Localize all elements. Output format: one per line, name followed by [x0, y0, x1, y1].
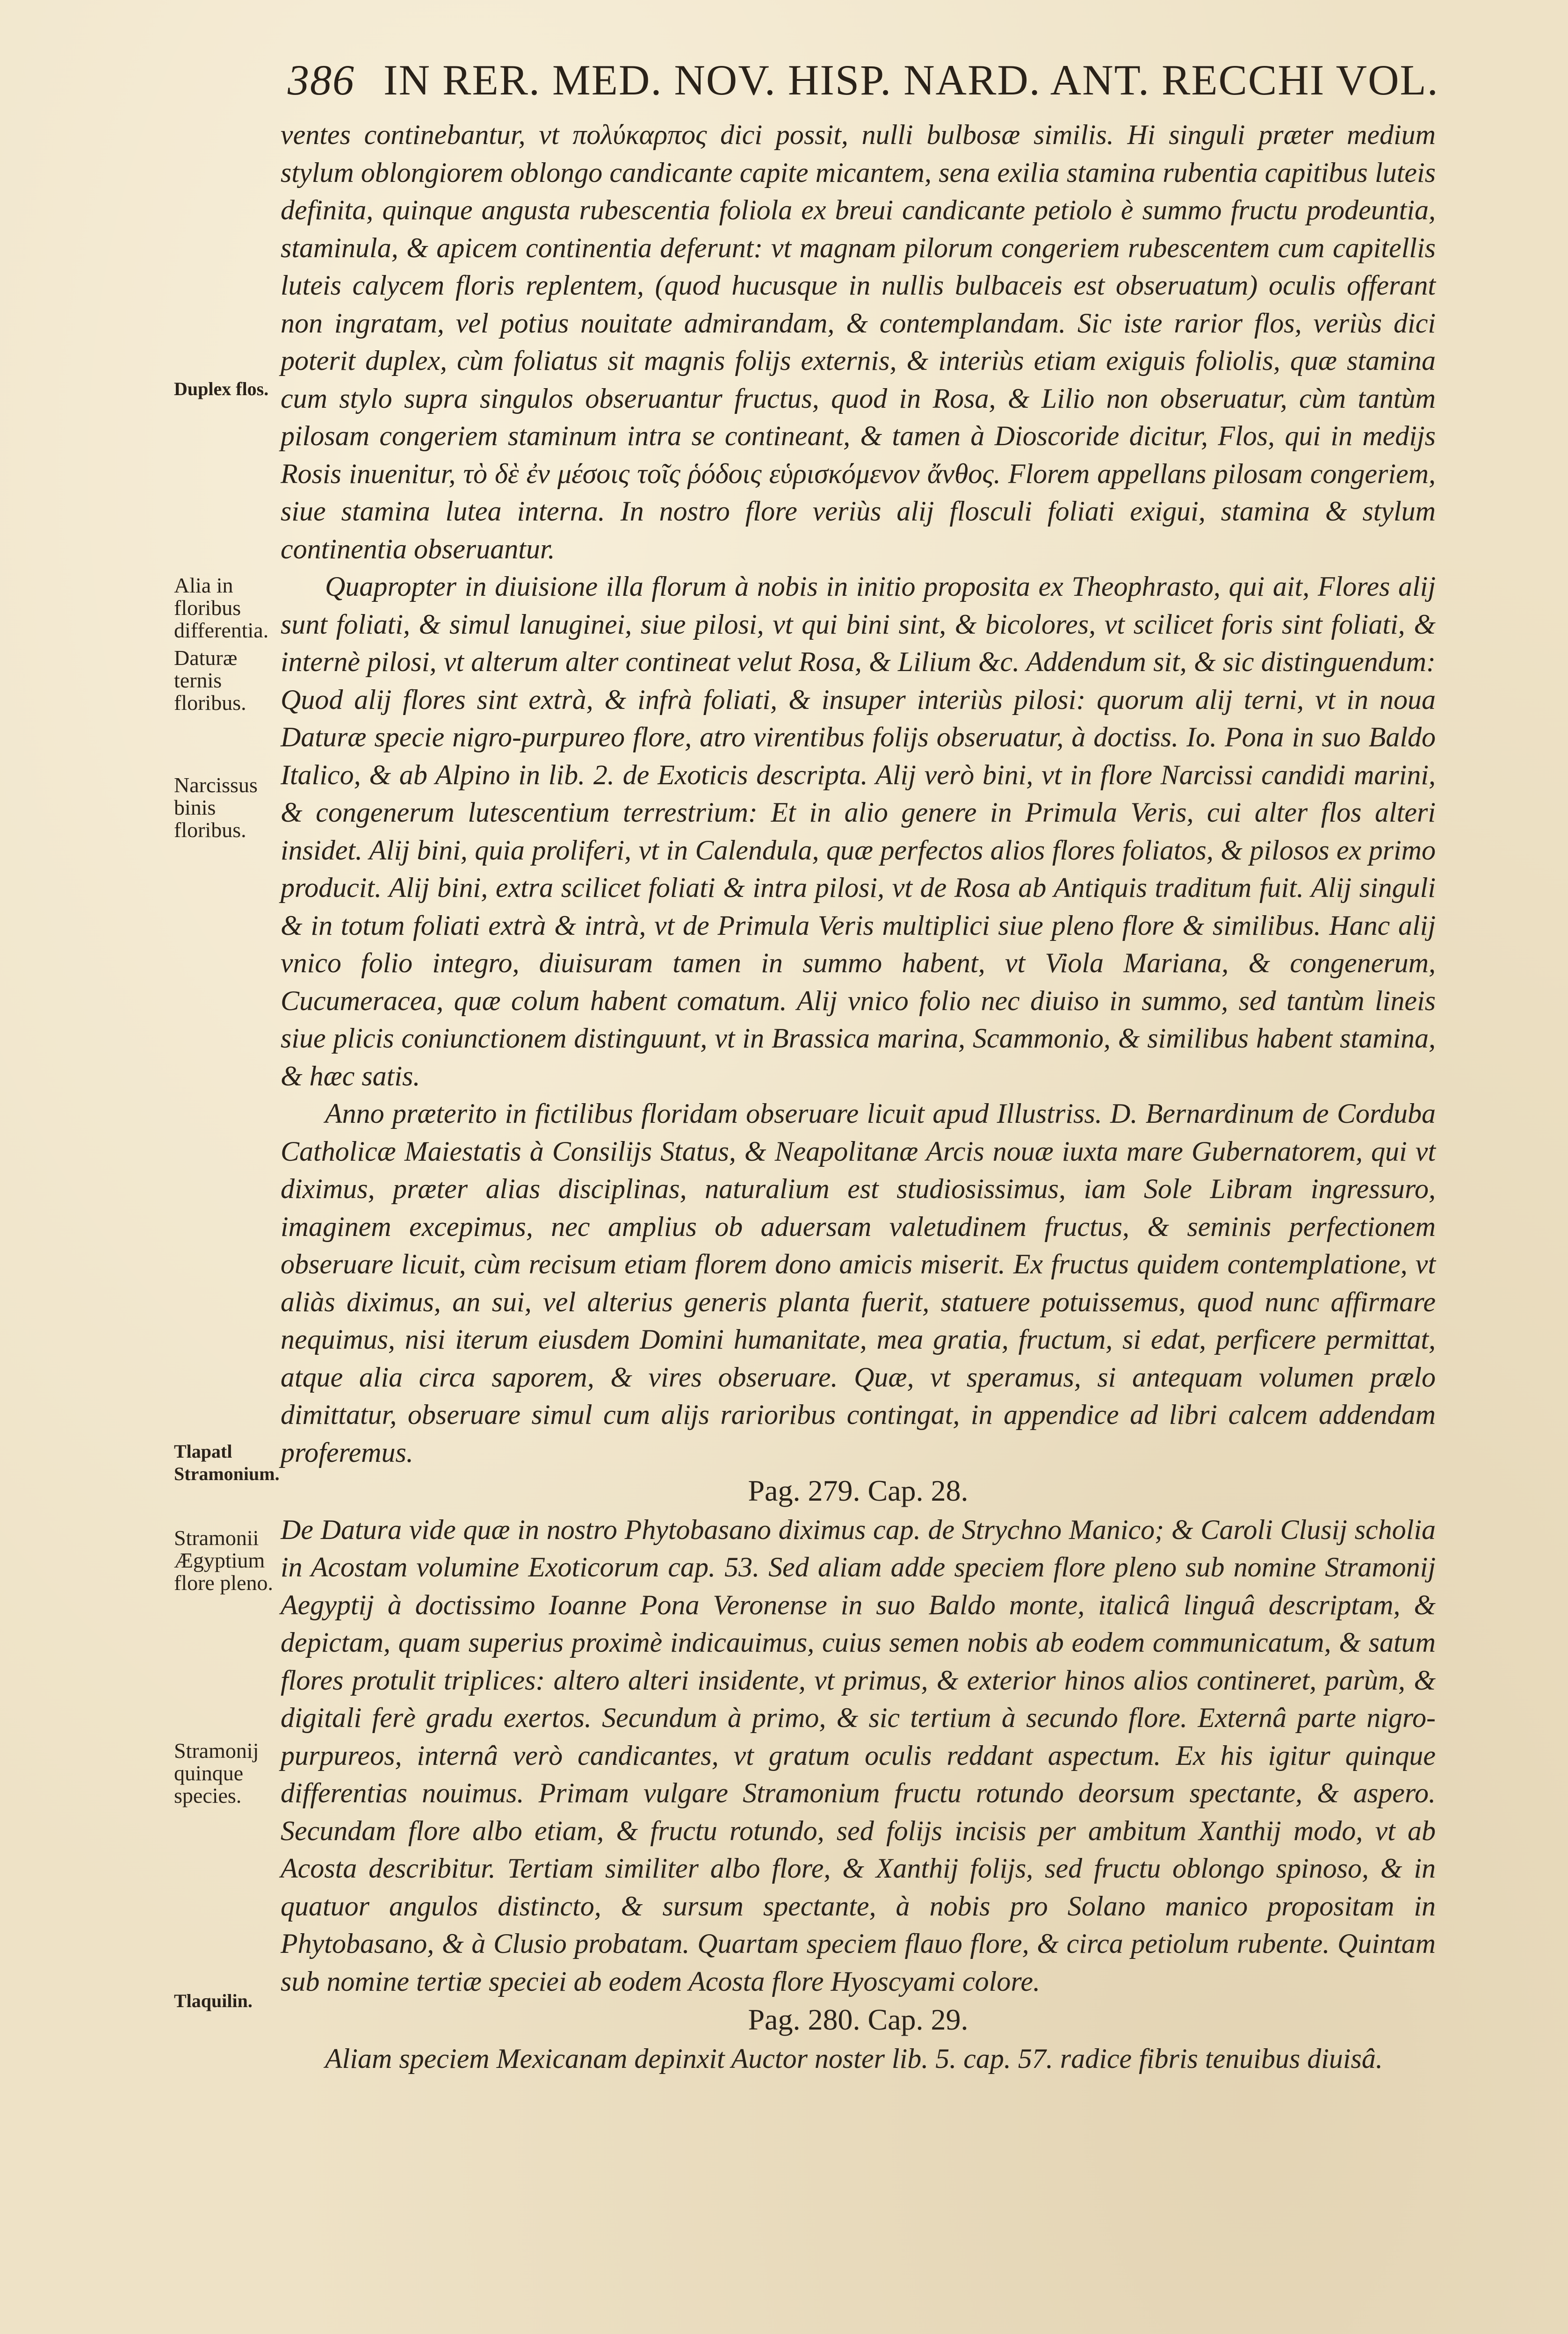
section-heading-cap-28: Pag. 279. Cap. 28.: [748, 1474, 968, 1507]
paragraph-1: ventes continebantur, vt πολύκαρπος dici possit, nulli bulbosæ similis. Hi singuli præter medium stylum oblongiorem oblongo candicante capite micantem, sena exilia stamina rubentia capitibus luteis definita, quinque angusta rubescentia foliola ex breui candicante petiolo è summo fructu prodeuntia, staminula, & apicem continentia deferunt: vt magnam pilorum congeriem rubescentem cum capitellis luteis calycem floris replentem, (quod hucusque in nullis bulbaceis est obseruatum) oculis offerant non ingratam, vel potius nouitate admirandam, & contemplandam. Sic iste rarior flos, veriùs dici poterit duplex, cùm foliatus sit magnis folijs externis, & interiùs etiam exiguis foliolis, quæ stamina cum stylo supra singulos obseruantur fructus, quod in Rosa, & Lilio non obseruatur, cùm tantùm pilosam congeriem staminum intra se contineant, & tamen à Dioscoride dicitur, Flos, qui in medijs Rosis inuenitur, τὸ δὲ ἐν μέσοις τοῖς ῥόδοις εὑρισκόμενον ἄνθος. Florem appellans pilosam congeriem, siue stamina lutea interna. In nostro flore veriùs alij flosculi foliati exigui, stamina & stylum continentia obseruantur.: [281, 119, 1436, 564]
running-title: IN RER. MED. NOV. HISP. NARD. ANT. RECCHI VOL.: [383, 56, 1439, 104]
paragraph-4: De Datura vide quæ in nostro Phytobasano diximus cap. de Strychno Manico; & Caroli Clusij scholia in Acostam volumine Exoticorum cap. 53. Sed aliam adde speciem flore pleno sub nomine Stramonij Aegyptij à doctissimo Ioanne Pona Veronense in suo Baldo monte, italicâ linguâ descriptam, & depictam, quam superius proximè indicauimus, cuius semen nobis ab eodem communicatum, & satum flores protulit triplices: altero alteri insidente, vt primus, & exterior hinos alios contineret, parùm, & digitali ferè gradu exertos. Secundum à primo, & sic tertium à secundo flore. Externâ parte nigro-purpureos, internâ verò candicantes, vt gratum oculis reddant aspectum. Ex his igitur quinque differentias nouimus. Primam vulgare Stramonium fructu rotundo deorsum spectante, & aspero. Secundam flore albo etiam, & fructu rotundo, sed folijs incisis per ambitum Xanthij modo, vt ab Acosta describitur. Tertiam similiter albo flore, & Xanthij folijs, sed fructu oblongo spinoso, & in quatuor angulos distincto, & sursum spectante, à nobis pro Solano manico propositam in Phytobasano, & à Clusio probatam. Quartam speciem flauo flore, & circa petiolum rubente. Quintam sub nomine tertiæ speciei ab eodem Acosta flore Hyoscyami colore.: [281, 1514, 1436, 1997]
body-text: [281, 116, 1436, 2077]
paragraph-3: Anno præterito in fictilibus floridam obseruare licuit apud Illustriss. D. Bernardinum de Corduba Catholicæ Maiestatis à Consilijs Status, & Neapolitanæ Arcis nouæ iuxta mare Gubernatorem, qui vt diximus, præter alias disciplinas, naturalium est studiosissimus, iam Sole Libram ingressuro, imaginem excepimus, nec amplius ob aduersam valetudinem fructus, & seminis perfectionem obseruare licuit, cùm recisum etiam florem dono amicis miserit. Ex fructus quidem contemplatione, vt aliàs diximus, an sui, vel alterius generis planta fuerit, statuere potuissemus, quod nunc affirmare nequimus, nisi iterum eiusdem Domini humanitate, mea gratia, fructum, si edat, perficere permittat, atque alia circa saporem, & vires obseruare. Quæ, vt speramus, si antequam volumen prælo dimittatur, obseruare simul cum alijs rarioribus contingat, in appendice ad libri calcem addendam proferemus.: [281, 1098, 1436, 1468]
margin-note-stramonij-species: Stramonij quinque species.: [174, 1739, 259, 1807]
page-number: 386: [288, 56, 355, 104]
margin-note-narcissus: Narcissus binis floribus.: [174, 773, 258, 842]
section-heading-cap-29: Pag. 280. Cap. 29.: [748, 2003, 968, 2036]
margin-note-alia-differentia: Alia in floribus differentia.: [174, 573, 269, 642]
margin-note-tlaquilin: Tlaquilin.: [174, 1990, 253, 2011]
margin-note-stramonium-aegyptium: Stramonii Ægyptium flore pleno.: [174, 1526, 274, 1595]
paragraph-5: Aliam speciem Mexicanam depinxit Auctor noster lib. 5. cap. 57. radice fibris tenuibus diuisâ.: [325, 2043, 1383, 2074]
margin-note-daturae: Daturæ ternis floribus.: [174, 646, 246, 715]
margin-note-tlapatl: Tlapatl Stramonium.: [174, 1441, 280, 1484]
margin-note-duplex-flos: Duplex flos.: [174, 378, 269, 399]
running-header: [288, 55, 1439, 107]
paragraph-2: Quapropter in diuisione illa florum à nobis in initio proposita ex Theophrasto, qui ait, Flores alij sunt foliati, & simul lanuginei, siue pilosi, vt qui bini sint, & bicolores, vt scilicet foris sint foliati, & internè pilosi, vt alterum alter contineat velut Rosa, & Lilium &c. Addendum sit, & sic distinguendum: Quod alij flores sint extrà, & infrà foliati, & insuper interiùs pilosi: quorum alij terni, vt in noua Daturæ specie nigro-purpureo flore, atro virentibus folijs obseruatur, à doctiss. Io. Pona in suo Baldo Italico, & ab Alpino in lib. 2. de Exoticis descripta. Alij verò bini, vt in flore Narcissi candidi marini, & congenerum lutescentium terrestrium: Et in alio genere in Primula Veris, cui alter flos alteri insidet. Alij bini, quia proliferi, vt in Calendula, quæ perfectos alios flores foliatos, & pilosos ex primo producit. Alij bini, extra scilicet foliati & intra pilosi, vt de Rosa ab Antiquis traditum fuit. Alij singuli & in totum foliati extrà & intrà, vt de Primula Veris multiplici siue pleno flore & similibus. Hanc alij vnico folio integro, diuisuram tamen in summo habent, vt Viola Mariana, & congenerum, Cucumeracea, quæ colum habent comatum. Alij vnico folio nec diuiso in summo, sed tantùm lineis siue plicis coniunctionem distinguunt, vt in Brassica marina, Scammonio, & similibus habent stamina, & hæc satis.: [281, 571, 1436, 1091]
